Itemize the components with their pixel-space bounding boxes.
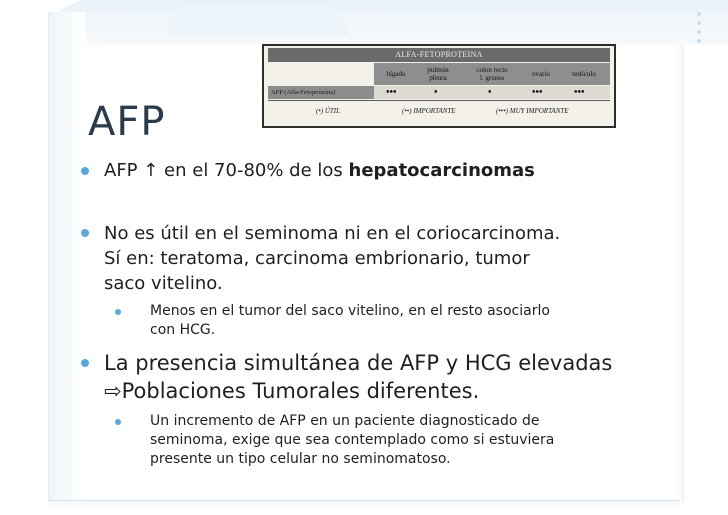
bullet-marker (81, 229, 89, 237)
bullet-afp-hepatocarcinomas (90, 158, 690, 184)
mark-colon: • (488, 87, 492, 98)
sub-bullet-line: con HCG. (150, 322, 216, 338)
sub-bullet-line: Un incremento de AFP en un paciente diagnosticado de (150, 413, 540, 429)
decorative-band-shape (168, 4, 348, 36)
table-row-marks (374, 86, 610, 99)
sub-bullet-saco-vitelino (134, 302, 654, 340)
decorative-left-band (48, 12, 85, 510)
decorative-right-band (678, 44, 684, 502)
table-column-headers (374, 63, 610, 85)
decorative-top-band (48, 0, 728, 44)
sub-bullet-marker (115, 309, 121, 315)
sub-bullet-line: Menos en el tumor del saco vitelino, en el resto asociarlo (150, 303, 550, 319)
table-divider (268, 100, 610, 101)
decorative-dots (692, 12, 706, 52)
column-higado: hígado (386, 70, 406, 78)
bullet-line: saco vitelino. (104, 273, 223, 294)
column-pulmon-pleura: pulmón pleura (427, 66, 449, 82)
bullet-line: Sí en: teratoma, carcinoma embrionario, tumor (104, 248, 530, 269)
table-legend (272, 104, 608, 118)
table-row-label: AFP (Alfa-Fetoproteína) (268, 86, 374, 99)
legend-muy-importante: (•••) MUY IMPORTANTE (496, 107, 569, 115)
mark-pulmon: • (434, 87, 438, 98)
bullet-line: No es útil en el seminoma ni en el coriocarcinoma. (104, 223, 561, 244)
sub-bullet-incremento-afp (134, 412, 654, 469)
column-ovario: ovario (532, 70, 550, 78)
column-colon-recto: colon recto l. grueso (476, 66, 508, 82)
table-header: ALFA-FETOPROTEINA (268, 48, 610, 62)
decorative-bottom-band (48, 500, 680, 511)
mark-ovario: ••• (532, 87, 543, 98)
sub-bullet-line: presente un tipo celular no seminomatoso. (150, 451, 451, 467)
afp-table-image (262, 44, 616, 128)
sub-bullet-marker (115, 419, 121, 425)
bullet-marker (81, 167, 89, 175)
bullet-line: La presencia simultánea de AFP y HCG elevadas (104, 351, 613, 375)
sub-bullet-line: seminoma, exige que sea contemplado como si estuviera (150, 432, 555, 448)
bullet-text: AFP ↑ en el 70-80% de los hepatocarcinomas (104, 160, 535, 181)
bold-term: hepatocarcinomas (348, 160, 535, 181)
legend-importante: (••) IMPORTANTE (402, 107, 456, 115)
bullet-marker (81, 359, 89, 367)
column-testiculo: testículo (572, 70, 596, 78)
mark-higado: ••• (386, 87, 397, 98)
slide-title: AFP (88, 99, 166, 145)
bullet-afp-hcg (90, 349, 690, 405)
mark-testiculo: ••• (574, 87, 585, 98)
bullet-seminoma (90, 221, 670, 296)
slide-margin (0, 0, 48, 515)
legend-util: (•) ÚTIL (316, 107, 341, 115)
bullet-line: ⇨Poblaciones Tumorales diferentes. (104, 379, 480, 403)
